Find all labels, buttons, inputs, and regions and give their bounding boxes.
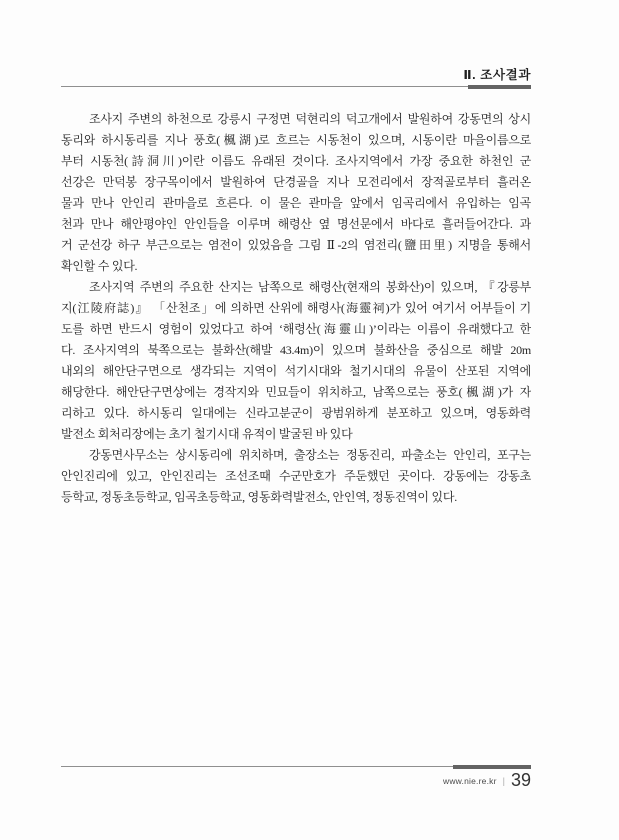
text-line: 거 군선강 하구 부근으로는 염전이 있었음을 그림 Ⅱ-2의 염전리(鹽田里) 지명을 통해서 (61, 238, 531, 252)
header-rule-accent (468, 85, 531, 89)
paragraph (61, 277, 531, 445)
footer-separator: | (502, 775, 505, 786)
page-number: 39 (510, 770, 531, 790)
text-line: 부터 시동천(詩洞川)이란 이름도 유래된 것이다. 조사지역에서 가장 중요한 하천인 군 (61, 154, 531, 168)
text-line: 조사지 주변의 하천으로 강릉시 구정면 덕현리의 덕고개에서 발원하여 강동면의 상시 (89, 112, 531, 126)
text-line: 강동면사무소는 상시동리에 위치하며, 출장소는 정동진리, 파출소는 안인리, 포구는 (89, 448, 531, 462)
text-line: 조사지역 주변의 주요한 산지는 남쪽으로 해령산(현재의 봉화산)이 있으며, 『강릉부 (89, 280, 531, 294)
text-line: 등학교, 정동초등학교, 임곡초등학교, 영동화력발전소, 안인역, 정동진역이 있다. (61, 490, 457, 504)
text-line: 내외의 해안단구면으로 생각되는 지역이 석기시대와 철기시대의 유물이 산포된 지역에 (61, 364, 531, 378)
page-footer (443, 770, 531, 791)
paragraph (61, 109, 531, 277)
website-url: www.nie.re.kr (443, 775, 497, 786)
text-line: 동리와 하시동리를 지나 풍호(楓湖)로 흐르는 시동천이 있으며, 시동이란 마을이름으로 (61, 133, 531, 147)
text-line: 안인진리에 있고, 안인진리는 조선조때 수군만호가 주둔했던 곳이다. 강동에는 강동초 (61, 469, 531, 483)
text-line: 해당한다. 해안단구면상에는 경작지와 민묘들이 위치하고, 남쪽으로는 풍호(楓湖)가 자 (61, 385, 531, 399)
header-rule (61, 86, 531, 87)
footer-rule-accent (453, 765, 531, 769)
text-line: 확인할 수 있다. (61, 259, 138, 273)
section-header-title: Ⅱ. 조사결과 (463, 68, 531, 82)
paragraph (61, 445, 531, 508)
text-line: 도를 하면 반드시 영험이 있었다고 하여 ‘해령산(海靈山)’이라는 이름이 유래했다고 한 (61, 322, 531, 336)
text-line: 천과 만나 해안평야인 안인들을 이루며 해령산 옆 명선문에서 바다로 흘러들어간다. 과 (61, 217, 531, 231)
footer-rule (61, 766, 531, 767)
text-line: 리하고 있다. 하시동리 일대에는 신라고분군이 광범위하게 분포하고 있으며, 영동화력 (61, 406, 531, 420)
text-line: 선강은 만덕봉 장구목이에서 발원하여 단경골을 지나 모전리에서 장적골로부터 흘러온 (61, 175, 531, 189)
body-text (61, 109, 531, 508)
text-line: 지(江陵府誌)』 「산천조」에 의하면 산위에 해령사(海靈祠)가 있어 여기서 어부들이 기 (61, 301, 531, 315)
text-line: 발전소 회처리장에는 초기 철기시대 유적이 발굴된 바 있다 (61, 427, 353, 441)
text-line: 다. 조사지역의 북쪽으로는 불화산(해발 43.4m)이 있으며 불화산을 중심으로 해발 20m (61, 343, 531, 357)
text-line: 물과 만나 안인리 관마을로 흐른다. 이 물은 관마을 앞에서 임곡리에서 유입하는 임곡 (61, 196, 531, 210)
